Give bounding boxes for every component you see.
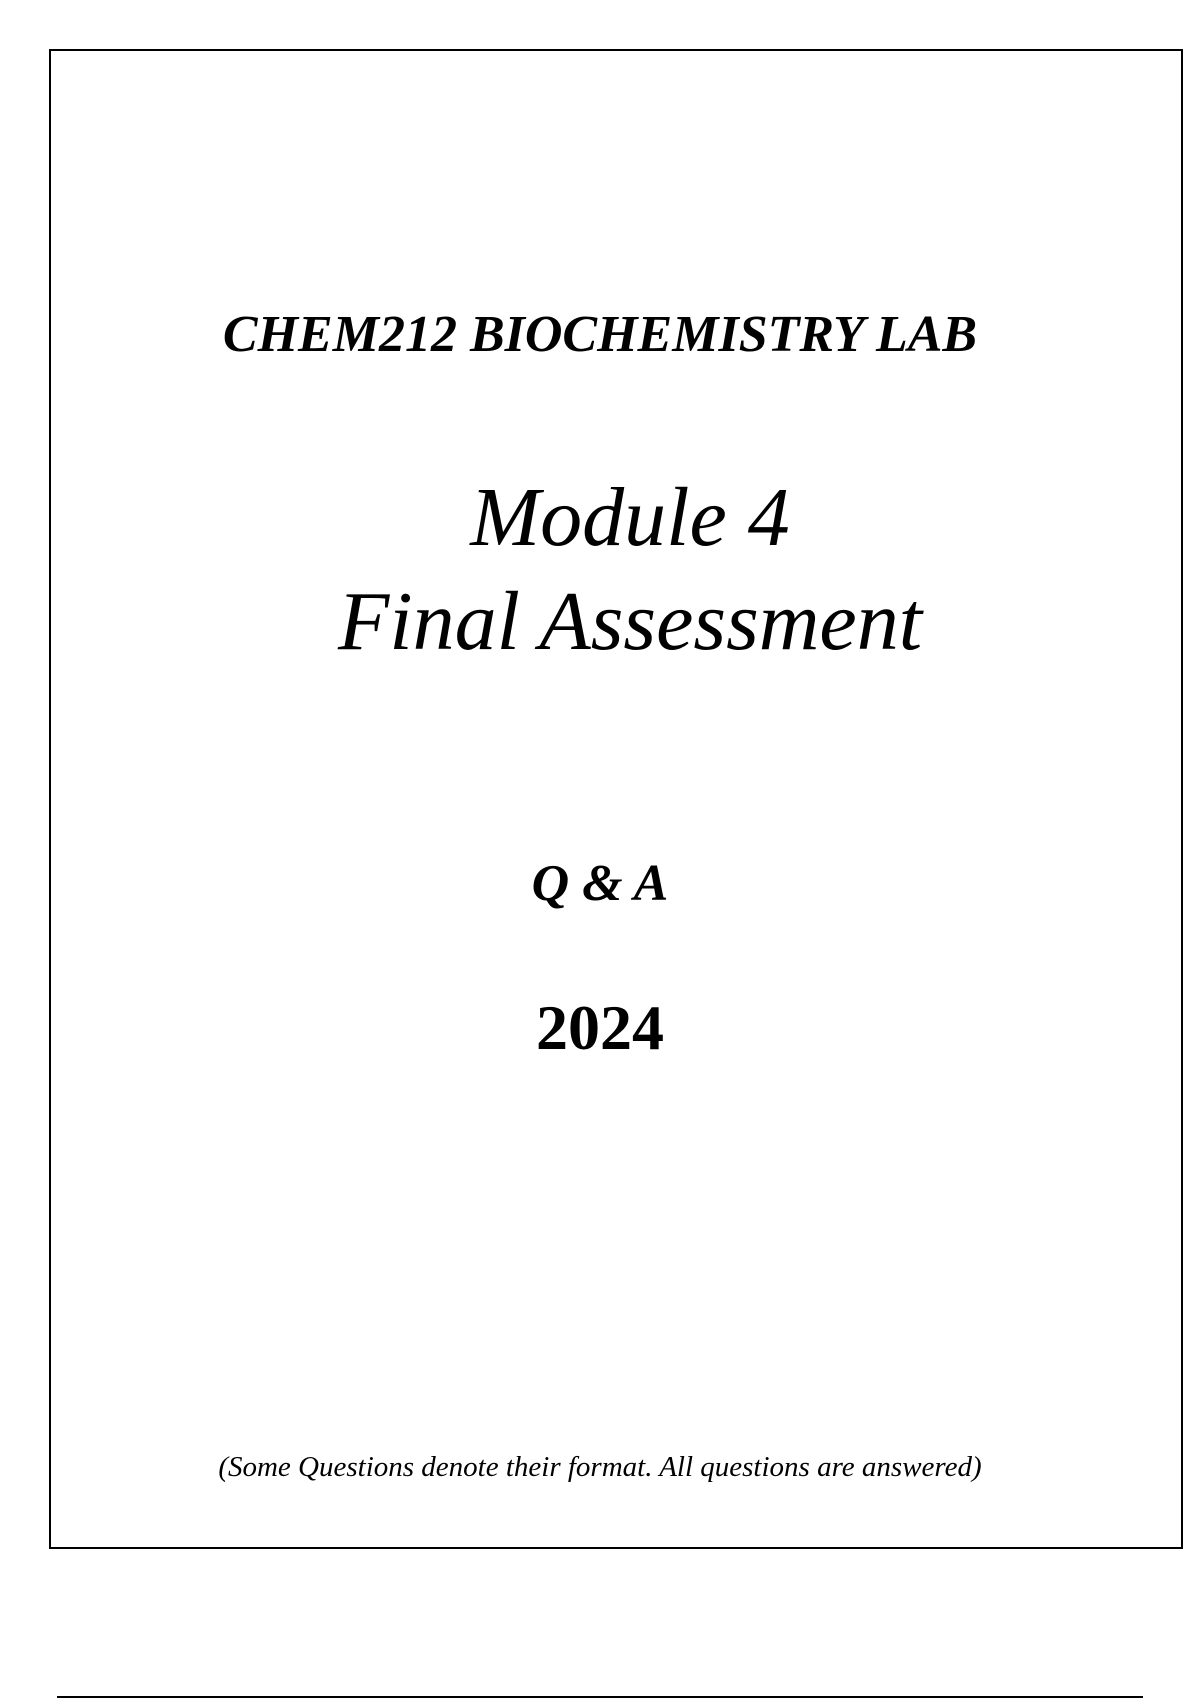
module-title: [65, 466, 1195, 674]
year-label: 2024: [536, 992, 664, 1063]
module-title-line-2: Final Assessment: [337, 575, 923, 668]
qa-label: Q & A: [531, 855, 669, 912]
module-title-line-1: Module 4: [470, 471, 790, 564]
cover-frame: [49, 49, 1183, 1549]
course-title: CHEM212 BIOCHEMISTRY LAB: [222, 306, 978, 363]
footer-rule: [57, 1696, 1143, 1698]
format-note: (Some Questions denote their format. All questions are answered): [218, 1451, 982, 1483]
